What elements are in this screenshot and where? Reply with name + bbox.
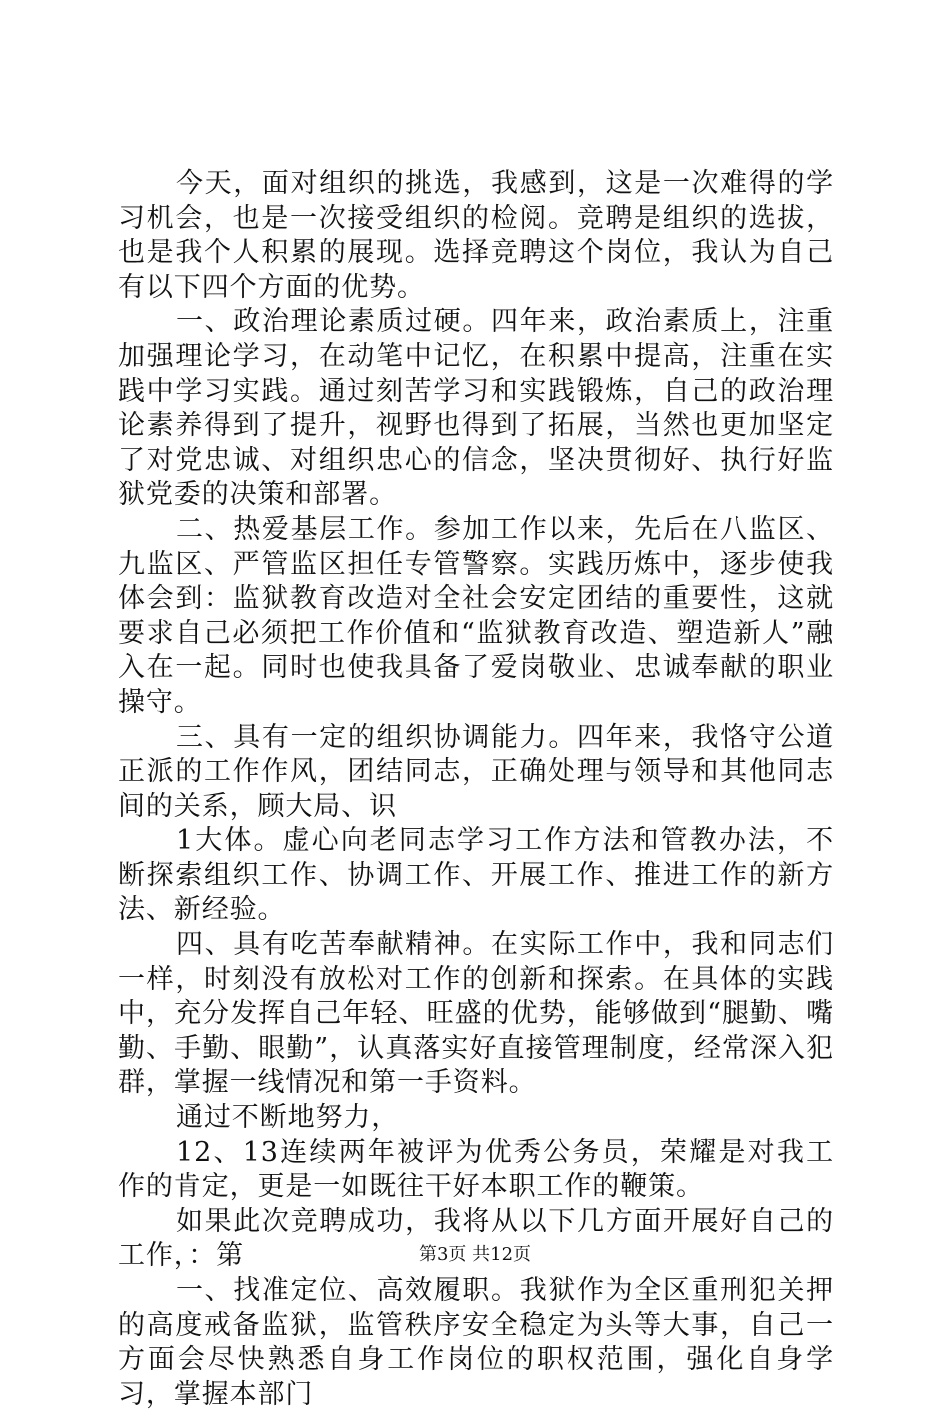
paragraph-award: 12、13连续两年被评为优秀公务员，荣耀是对我工作的肯定，更是一如既往干好本职工作的鞭策。 — [118, 1136, 834, 1203]
paragraph-plan-intro: 如果此次竞聘成功，我将从以下几方面开展好自己的工作，：第 — [118, 1205, 834, 1272]
paragraph-effort: 通过不断地努力， — [176, 1102, 400, 1134]
page-number-label: 第3页 共12页 — [418, 1244, 532, 1265]
paragraph-plan-1: 一、找准定位、高效履职。我狱作为全区重刑犯关押的高度戒备监狱，监管秩序安全稳定为头等大事，自己一方面会尽快熟悉自身工作岗位的职权范围，强化自身学习，掌握本部门 — [118, 1275, 834, 1410]
paragraph-point-1: 一、政治理论素质过硬。四年来，政治素质上，注重加强理论学习，在动笔中记忆，在积累中提高，注重在实践中学习实践。通过刻苦学习和实践锻炼，自己的政治理论素养得到了提升，视野也得到了拓展，当然也更加坚定了对党忠诚、对组织忠心的信念，坚决贯彻好、执行好监狱党委的决策和部署。 — [118, 306, 834, 511]
paragraph-point-4: 四、具有吃苦奉献精神。在实际工作中，我和同志们一样，时刻没有放松对工作的创新和探索。在具体的实践中，充分发挥自己年轻、旺盛的优势，能够做到“腿勤、嘴勤、手勤、眼勤”，认真落实好直接管理制度，经常深入犯群，掌握一线情况和第一手资料。 — [118, 929, 834, 1099]
document-body — [118, 167, 834, 1412]
paragraph-intro: 今天，面对组织的挑选，我感到，这是一次难得的学习机会，也是一次接受组织的检阅。竞聘是组织的选拔，也是我个人积累的展现。选择竞聘这个岗位，我认为自己有以下四个方面的优势。 — [118, 168, 834, 303]
paragraph-point-3-continued: 1大体。虚心向老同志学习工作方法和管教办法，不断探索组织工作、协调工作、开展工作、推进工作的新方法、新经验。 — [118, 825, 834, 926]
paragraph-point-2: 二、热爱基层工作。参加工作以来，先后在八监区、九监区、严管监区担任专管警察。实践历炼中，逐步使我体会到：监狱教育改造对全社会安定团结的重要性，这就要求自己必须把工作价值和“监狱教育改造、塑造新人”融入在一起。同时也使我具备了爱岗敬业、忠诚奉献的职业操守。 — [118, 513, 834, 718]
page-footer — [0, 1240, 950, 1266]
paragraph-point-3: 三、具有一定的组织协调能力。四年来，我恪守公道正派的工作作风，团结同志，正确处理与领导和其他同志间的关系，顾大局、识 — [118, 721, 834, 822]
